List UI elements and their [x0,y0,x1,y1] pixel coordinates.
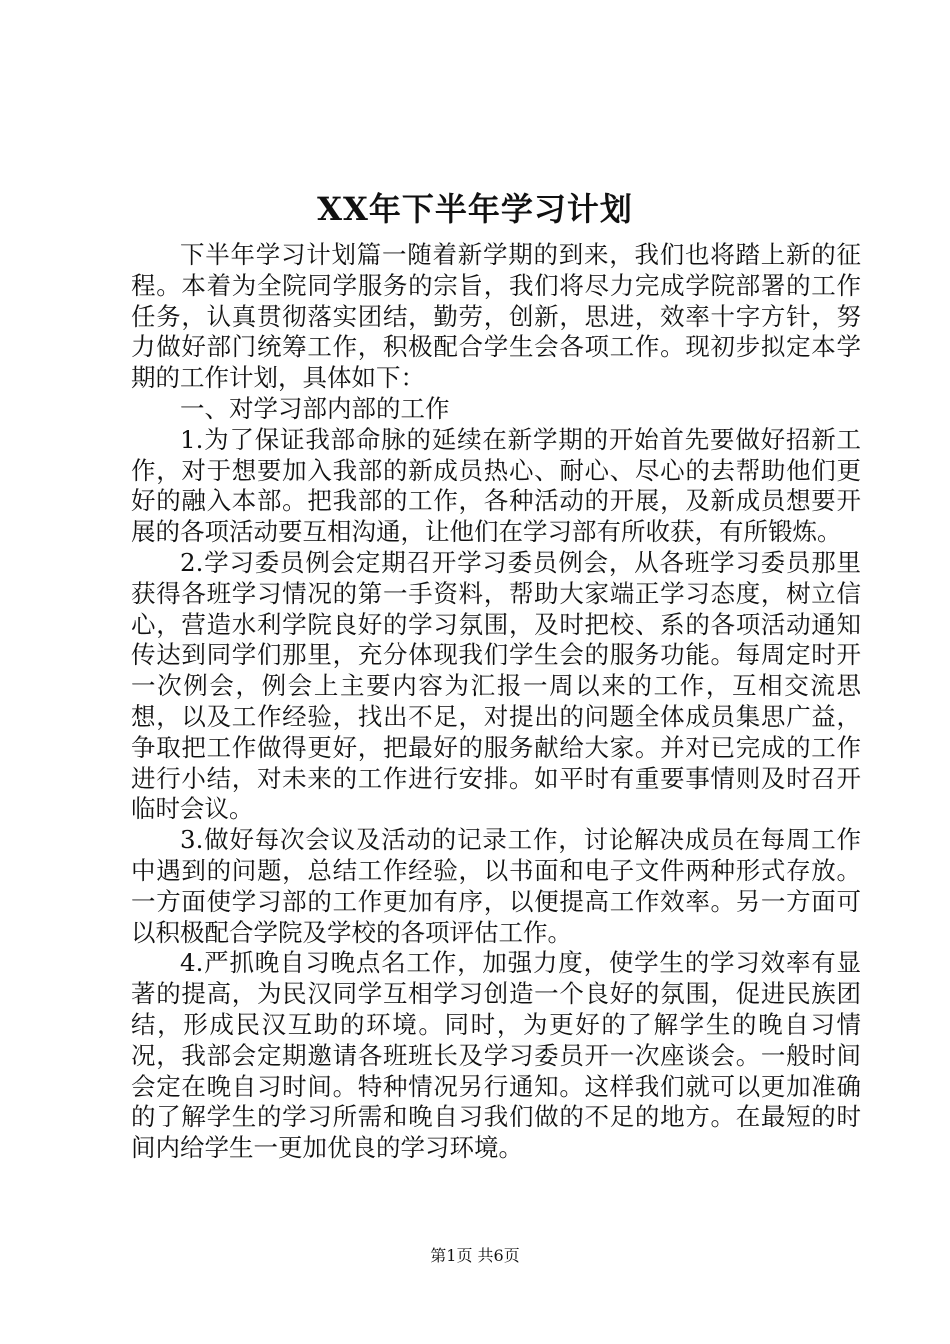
paragraph-item-1: 1.为了保证我部命脉的延续在新学期的开始首先要做好招新工作，对于想要加入我部的新成员热心、耐心、尽心的去帮助他们更好的融入本部。把我部的工作，各种活动的开展，及新成员想要开展的各项活动要互相沟通，让他们在学习部有所收获，有所锻炼。 [131,424,861,547]
paragraph-item-3: 3.做好每次会议及活动的记录工作，讨论解决成员在每周工作中遇到的问题，总结工作经验，以书面和电子文件两种形式存放。一方面使学习部的工作更加有序，以便提高工作效率。另一方面可以积极配合学院及学校的各项评估工作。 [131,825,861,947]
paragraph-item-2: 2.学习委员例会定期召开学习委员例会，从各班学习委员那里获得各班学习情况的第一手资料，帮助大家端正学习态度，树立信心，营造水利学院良好的学习氛围，及时把校、系的各项活动通知传达到同学们那里，充分体现我们学生会的服务功能。每周定时开一次例会，例会上主要内容为汇报一周以来的工作，互相交流思想，以及工作经验，找出不足，对提出的问题全体成员集思广益，争取把工作做得更好，把最好的服务献给大家。并对已完成的工作进行小结，对未来的工作进行安排。如平时有重要事情则及时召开临时会议。 [131,547,861,824]
document-body [131,240,861,1164]
paragraph-item-4: 4.严抓晚自习晚点名工作，加强力度，使学生的学习效率有显著的提高，为民汉同学互相学习创造一个良好的氛围，促进民族团结，形成民汉互助的环境。同时，为更好的了解学生的晚自习情况，我部会定期邀请各班班长及学习委员开一次座谈会。一般时间会定在晚自习时间。特种情况另行通知。这样我们就可以更加准确的了解学生的学习所需和晚自习我们做的不足的地方。在最短的时间内给学生一更加优良的学习环境。 [131,948,861,1163]
page-number-footer: 第1页 共6页 [430,1246,520,1265]
document-title: XX年下半年学习计划 [317,190,633,228]
section-heading: 一、对学习部内部的工作 [180,393,450,423]
paragraph-intro: 下半年学习计划篇一随着新学期的到来，我们也将踏上新的征程。本着为全院同学服务的宗旨，我们将尽力完成学院部署的工作任务，认真贯彻落实团结，勤劳，创新，思进，效率十字方针，努力做好部门统筹工作，积极配合学生会各项工作。现初步拟定本学期的工作计划，具体如下： [131,240,861,393]
